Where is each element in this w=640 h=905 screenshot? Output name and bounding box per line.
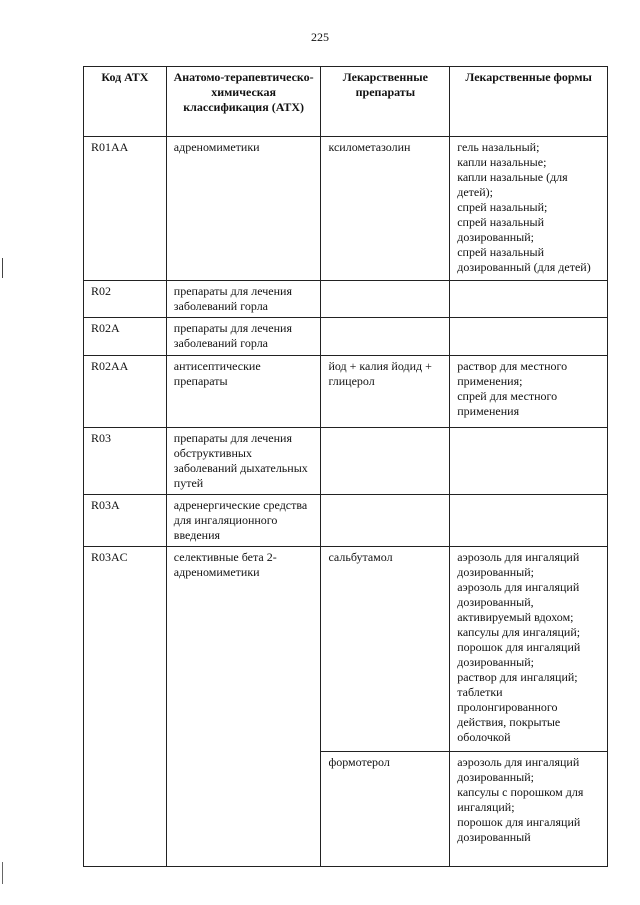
dosage-form: аэрозоль для ингаляций дозированный; bbox=[457, 755, 580, 784]
dosage-form: раствор для местного применения; bbox=[457, 359, 568, 388]
drug-name bbox=[321, 428, 450, 495]
table-row bbox=[84, 281, 608, 318]
dosage-form: капсулы для ингаляций; bbox=[457, 625, 581, 639]
atc-classification: адреномиметики bbox=[166, 137, 321, 281]
dosage-form: порошок для ингаляций дозированный bbox=[457, 815, 581, 844]
header-drugs: Лекарственные препараты bbox=[321, 67, 450, 137]
atc-classification: препараты для лечения заболеваний горла bbox=[166, 281, 321, 318]
scan-margin-mark bbox=[2, 862, 3, 884]
header-forms: Лекарственные формы bbox=[450, 67, 608, 137]
dosage-forms bbox=[450, 547, 608, 752]
table-row bbox=[84, 428, 608, 495]
atc-code: R03 bbox=[84, 428, 167, 495]
atc-classification: адренергические средства для ингаляционного введения bbox=[166, 495, 321, 547]
dosage-form: капсулы с порошком для ингаляций; bbox=[457, 785, 584, 814]
dosage-form: аэрозоль для ингаляций дозированный, активируемый вдохом; bbox=[457, 580, 580, 624]
drug-name: сальбутамол bbox=[321, 547, 450, 752]
atc-classification: селективные бета 2-адреномиметики bbox=[166, 547, 321, 867]
dosage-form: раствор для ингаляций; bbox=[457, 670, 578, 684]
atc-code: R02AA bbox=[84, 356, 167, 428]
dosage-form: спрей назальный дозированный; bbox=[457, 215, 545, 244]
atc-code: R03A bbox=[84, 495, 167, 547]
header-code: Код АТХ bbox=[84, 67, 167, 137]
dosage-form: спрей назальный; bbox=[457, 200, 548, 214]
page-number: 225 bbox=[311, 30, 329, 44]
dosage-form: гель назальный; bbox=[457, 140, 540, 154]
atc-classification: препараты для лечения обструктивных заболеваний дыхательных путей bbox=[166, 428, 321, 495]
drug-name bbox=[321, 495, 450, 547]
scan-margin-mark bbox=[2, 258, 3, 278]
table-row bbox=[84, 356, 608, 428]
atc-code: R02A bbox=[84, 318, 167, 356]
dosage-form: порошок для ингаляций дозированный; bbox=[457, 640, 581, 669]
atc-classification: антисептические препараты bbox=[166, 356, 321, 428]
table-row bbox=[84, 137, 608, 281]
dosage-forms bbox=[450, 281, 608, 318]
dosage-forms bbox=[450, 137, 608, 281]
dosage-forms bbox=[450, 318, 608, 356]
table-header-row bbox=[84, 67, 608, 137]
table-row bbox=[84, 547, 608, 752]
drug-name: йод + калия йодид + глицерол bbox=[321, 356, 450, 428]
dosage-forms bbox=[450, 356, 608, 428]
drug-name bbox=[321, 281, 450, 318]
atc-classification: препараты для лечения заболеваний горла bbox=[166, 318, 321, 356]
drug-name bbox=[321, 318, 450, 356]
dosage-forms bbox=[450, 428, 608, 495]
dosage-form: таблетки пролонгированного действия, покрытые оболочкой bbox=[457, 685, 561, 744]
dosage-form: спрей назальный дозированный (для детей) bbox=[457, 245, 591, 274]
dosage-form: спрей для местного применения bbox=[457, 389, 558, 418]
dosage-form: аэрозоль для ингаляций дозированный; bbox=[457, 550, 580, 579]
atc-code: R01AA bbox=[84, 137, 167, 281]
atc-code: R02 bbox=[84, 281, 167, 318]
dosage-form: капли назальные; bbox=[457, 155, 547, 169]
atc-table bbox=[83, 66, 608, 867]
atc-code: R03AC bbox=[84, 547, 167, 867]
dosage-forms bbox=[450, 752, 608, 867]
table-row bbox=[84, 318, 608, 356]
drug-name: ксилометазолин bbox=[321, 137, 450, 281]
header-classification: Анатомо-терапевтическо-химическая классификация (АТХ) bbox=[166, 67, 321, 137]
dosage-form: капли назальные (для детей); bbox=[457, 170, 568, 199]
table-row bbox=[84, 495, 608, 547]
dosage-forms bbox=[450, 495, 608, 547]
drug-name: формотерол bbox=[321, 752, 450, 867]
